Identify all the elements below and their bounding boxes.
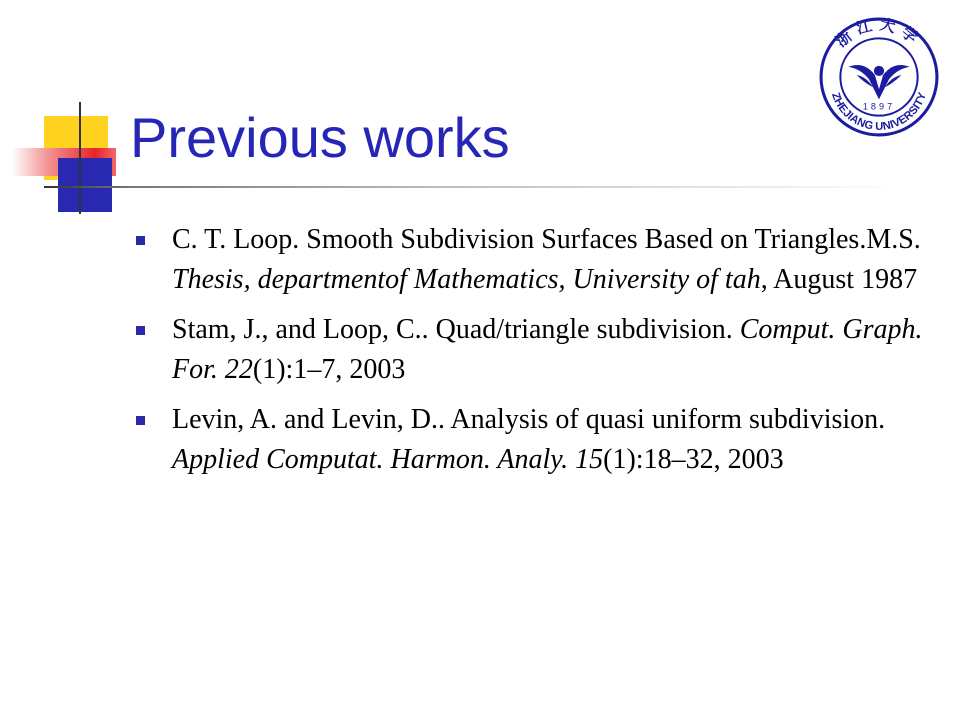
reference-item: [136, 220, 936, 300]
bullet-icon: [136, 236, 145, 245]
reference-list: [136, 220, 936, 490]
corner-deco-vertical-line: [79, 102, 81, 214]
reference-text: Levin, A. and Levin, D.. Analysis of quasi uniform subdivision.: [172, 404, 886, 435]
reference-text: C. T. Loop. Smooth Subdivision Surfaces Based on Triangles.M.S.: [172, 224, 921, 255]
reference-item: [136, 310, 936, 390]
reference-text: (1):1–7, 2003: [252, 354, 406, 385]
reference-item: [136, 400, 936, 480]
reference-text: (1):18–32, 2003: [603, 444, 784, 475]
reference-text: , August 1987: [760, 264, 918, 295]
bullet-icon: [136, 326, 145, 335]
university-seal-icon: [818, 16, 940, 138]
reference-italic-text: Thesis, departmentof Mathematics, University of tah: [172, 264, 761, 295]
corner-deco-blue-square: [58, 158, 112, 212]
title-underline: [44, 186, 904, 188]
reference-italic-text: Comput. Graph. For. 22: [172, 314, 923, 385]
reference-text: Stam, J., and Loop, C.. Quad/triangle subdivision.: [172, 314, 740, 345]
logo-year: 1897: [862, 101, 896, 112]
bullet-icon: [136, 416, 145, 425]
logo-chinese-text: 浙江大学: [832, 16, 926, 51]
reference-italic-text: Applied Computat. Harmon. Analy. 15: [172, 444, 604, 475]
logo-english-text: ZHEJIANG UNIVERSITY: [829, 91, 929, 133]
svg-text:浙江大学: [832, 16, 926, 51]
eagle-emblem-icon: [849, 65, 910, 99]
slide-title: Previous works: [130, 106, 510, 169]
